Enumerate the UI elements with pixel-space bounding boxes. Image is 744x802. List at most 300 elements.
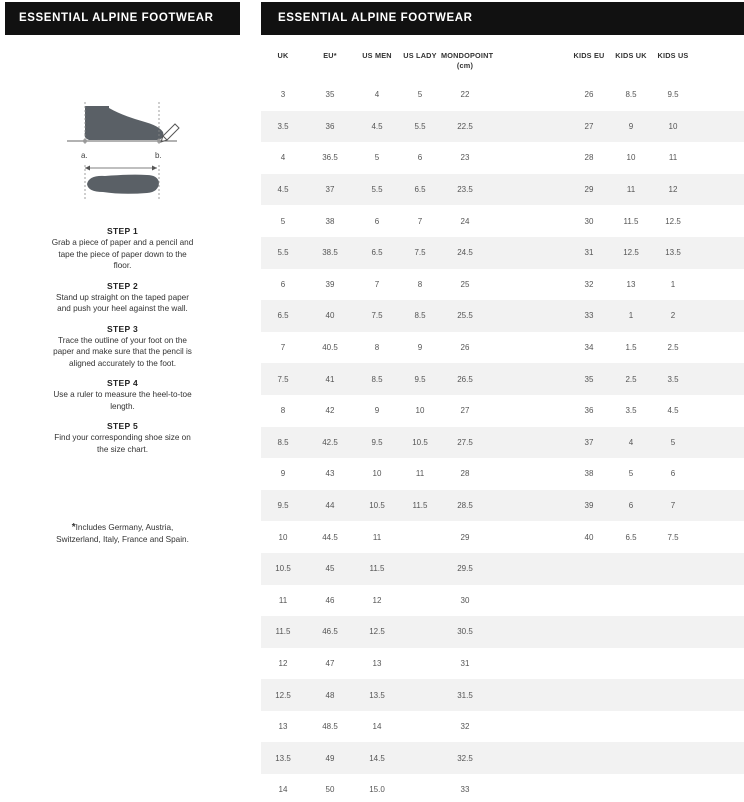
table-cell-spacer xyxy=(693,521,744,553)
table-cell xyxy=(609,616,653,648)
table-cell: 12 xyxy=(278,658,288,668)
table-cell: 36 xyxy=(305,111,355,143)
table-cell: 13 xyxy=(278,722,288,732)
table-cell: 26 xyxy=(460,343,470,353)
table-cell: 4.5 xyxy=(667,406,679,416)
table-row xyxy=(261,774,744,802)
column-header xyxy=(653,35,693,79)
step-title: STEP 3 xyxy=(107,323,138,334)
table-cell: 22 xyxy=(460,90,470,100)
table-cell: 9.5 xyxy=(399,363,441,395)
table-cell xyxy=(569,648,609,680)
table-row xyxy=(261,458,744,490)
table-cell: 23 xyxy=(460,153,470,163)
step-4 xyxy=(5,378,240,412)
table-cell: 33 xyxy=(460,785,470,795)
table-cell: 7 xyxy=(653,490,693,522)
table-cell: 6 xyxy=(670,469,676,479)
table-cell xyxy=(609,553,653,585)
table-cell: 7 xyxy=(374,279,380,289)
table-cell: 8 xyxy=(280,406,286,416)
table-cell xyxy=(399,742,441,774)
table-cell xyxy=(609,742,653,774)
table-cell: 37 xyxy=(305,174,355,206)
step-3 xyxy=(5,324,240,370)
table-row xyxy=(261,648,744,680)
table-cell: 6 xyxy=(417,153,423,163)
table-cell: 35 xyxy=(569,363,609,395)
table-cell-spacer xyxy=(693,742,744,774)
table-cell xyxy=(399,585,441,617)
step-text: Grab a piece of paper and a pencil and tape the piece of paper down to the floor. xyxy=(51,238,194,270)
table-cell xyxy=(489,174,569,206)
step-title: STEP 4 xyxy=(107,378,138,388)
table-cell: 38.5 xyxy=(305,237,355,269)
table-cell: 10 xyxy=(278,532,288,542)
table-cell: 38 xyxy=(584,469,594,479)
table-cell xyxy=(489,458,569,490)
table-cell: 6.5 xyxy=(399,174,441,206)
top-foot-icon xyxy=(85,165,159,200)
table-cell: 40 xyxy=(584,532,594,542)
table-cell: 7.5 xyxy=(355,300,399,332)
table-cell: 12.5 xyxy=(609,237,653,269)
column-header-label: US MEN xyxy=(362,51,392,60)
table-cell-spacer xyxy=(693,363,744,395)
table-cell: 48 xyxy=(305,679,355,711)
table-cell: 7.5 xyxy=(667,532,679,542)
table-cell: 14 xyxy=(278,785,288,795)
table-cell: 27.5 xyxy=(441,427,489,459)
table-cell xyxy=(489,79,569,111)
table-cell: 8 xyxy=(374,343,380,353)
table-row xyxy=(261,142,744,174)
table-cell: 6 xyxy=(609,490,653,522)
table-cell: 44 xyxy=(305,490,355,522)
table-cell: 30 xyxy=(460,595,470,605)
column-header xyxy=(489,35,569,79)
table-cell: 8.5 xyxy=(625,90,637,100)
table-cell xyxy=(569,711,609,743)
table-cell: 5 xyxy=(653,427,693,459)
table-cell-spacer xyxy=(693,269,744,301)
table-cell: 24 xyxy=(460,216,470,226)
table-cell: 14.5 xyxy=(355,742,399,774)
table-cell: 14 xyxy=(372,722,382,732)
step-1 xyxy=(5,226,240,272)
table-cell xyxy=(653,711,693,743)
foot-diagram-svg xyxy=(5,62,240,212)
table-cell xyxy=(399,648,441,680)
table-cell-spacer xyxy=(693,490,744,522)
table-cell: 32.5 xyxy=(441,742,489,774)
table-row xyxy=(261,616,744,648)
table-cell: 31 xyxy=(569,237,609,269)
table-cell: 3.5 xyxy=(625,406,637,416)
table-cell xyxy=(489,742,569,774)
column-header-label: MONDOPOINT xyxy=(441,51,494,60)
table-cell xyxy=(489,142,569,174)
right-title: ESSENTIAL ALPINE FOOTWEAR xyxy=(261,2,744,35)
step-text: Find your corresponding shoe size on the size chart. xyxy=(54,433,191,454)
table-cell: 36.5 xyxy=(322,153,338,163)
table-cell xyxy=(609,679,653,711)
table-cell: 8.5 xyxy=(399,300,441,332)
table-cell xyxy=(569,742,609,774)
table-cell: 5 xyxy=(628,469,634,479)
table-cell: 7.5 xyxy=(399,237,441,269)
table-cell: 4.5 xyxy=(261,174,305,206)
table-row xyxy=(261,111,744,143)
table-cell: 42.5 xyxy=(305,427,355,459)
step-title: STEP 5 xyxy=(107,421,138,431)
column-header xyxy=(305,35,355,79)
table-cell: 6 xyxy=(374,216,380,226)
table-cell xyxy=(489,774,569,802)
table-row xyxy=(261,553,744,585)
table-cell: 10 xyxy=(415,406,425,416)
table-cell: 41 xyxy=(305,363,355,395)
column-header xyxy=(355,35,399,79)
table-cell xyxy=(399,679,441,711)
table-cell: 24.5 xyxy=(441,237,489,269)
table-cell: 10.5 xyxy=(261,553,305,585)
table-cell: 13.5 xyxy=(653,237,693,269)
table-cell: 1.5 xyxy=(625,343,637,353)
table-cell: 27 xyxy=(569,111,609,143)
table-cell xyxy=(489,679,569,711)
table-cell: 39 xyxy=(325,279,335,289)
table-cell: 12.5 xyxy=(261,679,305,711)
table-cell-spacer xyxy=(693,427,744,459)
table-cell xyxy=(489,616,569,648)
table-cell xyxy=(569,679,609,711)
table-cell: 30.5 xyxy=(441,616,489,648)
table-cell: 6.5 xyxy=(625,532,637,542)
table-cell: 1 xyxy=(609,300,653,332)
table-cell: 11.5 xyxy=(355,553,399,585)
table-cell: 6 xyxy=(280,279,286,289)
table-row xyxy=(261,679,744,711)
step-text: Stand up straight on the taped paper and push your heel against the wall. xyxy=(56,292,189,313)
table-row xyxy=(261,269,744,301)
table-cell: 26.5 xyxy=(441,363,489,395)
table-cell xyxy=(489,395,569,427)
table-cell: 13 xyxy=(626,279,636,289)
table-cell: 29.5 xyxy=(441,553,489,585)
table-row xyxy=(261,742,744,774)
column-header-label: KIDS EU xyxy=(573,51,605,60)
table-cell-spacer xyxy=(693,679,744,711)
table-cell: 45 xyxy=(305,553,355,585)
table-cell: 11 xyxy=(415,469,425,479)
table-cell: 27 xyxy=(460,406,470,416)
table-cell: 1 xyxy=(670,279,676,289)
foot-measurement-illustration xyxy=(5,62,240,212)
table-cell-spacer xyxy=(693,553,744,585)
footnote-mark: * xyxy=(71,522,76,533)
table-cell xyxy=(653,585,693,617)
table-cell: 29 xyxy=(460,532,470,542)
table-cell: 4 xyxy=(280,153,286,163)
table-cell: 7 xyxy=(417,216,423,226)
table-cell: 4 xyxy=(609,427,653,459)
table-cell: 8.5 xyxy=(355,363,399,395)
column-header xyxy=(569,35,609,79)
table-cell-spacer xyxy=(693,300,744,332)
table-cell xyxy=(399,616,441,648)
left-title: ESSENTIAL ALPINE FOOTWEAR xyxy=(5,2,240,35)
table-cell xyxy=(399,553,441,585)
table-cell: 40 xyxy=(305,300,355,332)
table-cell-spacer xyxy=(693,111,744,143)
table-cell: 25.5 xyxy=(441,300,489,332)
table-cell: 26 xyxy=(584,90,594,100)
table-cell: 38 xyxy=(325,216,335,226)
table-cell: 29 xyxy=(569,174,609,206)
table-row xyxy=(261,490,744,522)
table-cell: 10 xyxy=(372,469,382,479)
table-cell: 11 xyxy=(278,595,288,605)
table-cell-spacer xyxy=(693,205,744,237)
table-cell: 10.5 xyxy=(399,427,441,459)
table-cell xyxy=(489,427,569,459)
table-cell: 11 xyxy=(372,532,382,542)
table-cell xyxy=(653,679,693,711)
table-cell: 35 xyxy=(325,90,335,100)
table-cell xyxy=(489,648,569,680)
header-row xyxy=(261,35,744,79)
table-cell xyxy=(489,269,569,301)
table-cell: 12.5 xyxy=(665,216,681,226)
column-header-label: UK xyxy=(277,51,289,60)
table-cell: 13.5 xyxy=(261,742,305,774)
table-cell: 28 xyxy=(584,153,594,163)
column-header-label: KIDS US xyxy=(657,51,689,60)
table-cell: 8.5 xyxy=(261,427,305,459)
table-cell: 3.5 xyxy=(261,111,305,143)
table-cell: 8 xyxy=(417,279,423,289)
table-cell: 6.5 xyxy=(355,237,399,269)
table-cell: 2.5 xyxy=(667,343,679,353)
step-5 xyxy=(5,421,240,455)
table-cell: 9 xyxy=(374,406,380,416)
table-cell: 9.5 xyxy=(667,90,679,100)
table-row xyxy=(261,395,744,427)
table-cell: 12.5 xyxy=(355,616,399,648)
table-cell xyxy=(653,742,693,774)
step-title: STEP 1 xyxy=(107,226,138,236)
table-cell: 9 xyxy=(417,343,423,353)
table-cell xyxy=(489,111,569,143)
table-cell xyxy=(653,616,693,648)
table-cell: 2 xyxy=(653,300,693,332)
table-cell: 7.5 xyxy=(261,363,305,395)
table-cell: 43 xyxy=(325,469,335,479)
table-cell xyxy=(609,648,653,680)
table-cell: 31.5 xyxy=(441,679,489,711)
column-header xyxy=(261,35,305,79)
table-cell: 15.0 xyxy=(369,785,385,795)
table-cell: 28.5 xyxy=(441,490,489,522)
step-title: STEP 2 xyxy=(107,280,138,291)
table-cell: 5.5 xyxy=(399,111,441,143)
footnote-text: Includes Germany, Austria, Switzerland, Italy, France and Spain. xyxy=(56,523,189,544)
table-cell xyxy=(489,237,569,269)
table-cell: 5.5 xyxy=(355,174,399,206)
table-cell: 13.5 xyxy=(355,679,399,711)
table-cell: 31 xyxy=(460,658,470,668)
label-a: a. xyxy=(81,151,88,160)
table-cell-spacer xyxy=(693,174,744,206)
table-cell: 39 xyxy=(569,490,609,522)
table-row xyxy=(261,332,744,364)
table-cell xyxy=(399,711,441,743)
table-cell-spacer xyxy=(693,585,744,617)
table-cell xyxy=(653,553,693,585)
table-cell: 3 xyxy=(280,90,286,100)
table-cell xyxy=(489,490,569,522)
table-cell-spacer xyxy=(693,774,744,802)
table-cell: 25 xyxy=(460,279,470,289)
table-cell-spacer xyxy=(693,395,744,427)
table-cell: 32 xyxy=(460,722,470,732)
table-cell: 5 xyxy=(280,216,286,226)
pencil-icon xyxy=(161,124,179,142)
size-chart-table xyxy=(261,35,744,802)
table-cell: 6.5 xyxy=(261,300,305,332)
table-cell: 34 xyxy=(584,343,594,353)
table-cell: 44.5 xyxy=(322,532,338,542)
table-cell: 22.5 xyxy=(441,111,489,143)
step-text: Trace the outline of your foot on the paper and make sure that the pencil is aligned accurately to the foot. xyxy=(53,335,192,368)
table-cell: 9.5 xyxy=(355,427,399,459)
instructions-panel xyxy=(5,2,240,802)
table-cell: 11 xyxy=(609,174,653,206)
table-cell: 4.5 xyxy=(355,111,399,143)
table-row xyxy=(261,427,744,459)
column-header xyxy=(441,35,494,79)
column-header xyxy=(399,35,441,79)
table-cell: 49 xyxy=(305,742,355,774)
table-cell xyxy=(399,774,441,802)
table-row xyxy=(261,237,744,269)
table-cell xyxy=(569,585,609,617)
table-cell: 11.5 xyxy=(261,616,305,648)
table-cell xyxy=(653,648,693,680)
table-cell: 12 xyxy=(653,174,693,206)
table-row xyxy=(261,521,744,553)
table-cell: 48.5 xyxy=(322,722,338,732)
size-chart-panel xyxy=(261,2,744,802)
table-cell xyxy=(489,553,569,585)
table-cell xyxy=(489,363,569,395)
footnote xyxy=(5,522,240,546)
table-cell: 2.5 xyxy=(609,363,653,395)
column-header-label: US LADY xyxy=(403,51,437,60)
table-cell: 32 xyxy=(584,279,594,289)
table-cell xyxy=(489,585,569,617)
mondopoint-unit: (cm) xyxy=(456,61,474,70)
table-cell xyxy=(399,521,441,553)
table-cell: 40.5 xyxy=(322,343,338,353)
table-row xyxy=(261,300,744,332)
table-cell-spacer xyxy=(693,711,744,743)
step-list xyxy=(5,226,240,464)
column-header xyxy=(609,35,653,79)
table-cell xyxy=(489,300,569,332)
column-header-label: EU* xyxy=(323,51,337,60)
table-cell: 9 xyxy=(280,469,286,479)
table-cell: 28 xyxy=(460,469,470,479)
table-cell: 47 xyxy=(325,658,335,668)
table-body xyxy=(261,79,744,802)
table-cell: 10 xyxy=(653,111,693,143)
table-cell xyxy=(569,553,609,585)
table-cell xyxy=(489,711,569,743)
table-cell-spacer xyxy=(693,616,744,648)
table-cell: 30 xyxy=(584,216,594,226)
table-cell: 5 xyxy=(417,90,423,100)
table-row xyxy=(261,205,744,237)
table-cell-spacer xyxy=(693,79,744,111)
table-cell: 33 xyxy=(569,300,609,332)
table-row xyxy=(261,79,744,111)
table-cell: 10 xyxy=(626,153,636,163)
table-row xyxy=(261,174,744,206)
table-cell xyxy=(609,774,653,802)
table-cell: 5.5 xyxy=(261,237,305,269)
table-cell: 42 xyxy=(325,406,335,416)
column-spacer xyxy=(693,35,744,79)
table-cell: 50 xyxy=(325,785,335,795)
step-text: Use a ruler to measure the heel-to-toe length. xyxy=(53,390,192,411)
table-cell: 11.5 xyxy=(623,216,639,226)
table-cell-spacer xyxy=(693,237,744,269)
table-cell: 36 xyxy=(584,406,594,416)
table-cell xyxy=(609,585,653,617)
table-cell: 4 xyxy=(374,90,380,100)
table-cell xyxy=(653,774,693,802)
table-cell-spacer xyxy=(693,332,744,364)
table-cell: 9 xyxy=(609,111,653,143)
table-cell: 13 xyxy=(372,658,382,668)
table-row xyxy=(261,585,744,617)
table-cell: 9.5 xyxy=(261,490,305,522)
table-cell: 23.5 xyxy=(441,174,489,206)
table-cell xyxy=(489,521,569,553)
table-cell: 5 xyxy=(374,153,380,163)
table-cell-spacer xyxy=(693,648,744,680)
table-cell xyxy=(489,205,569,237)
table-cell-spacer xyxy=(693,142,744,174)
table-cell: 11 xyxy=(668,153,678,163)
label-b: b. xyxy=(155,151,162,160)
table-cell: 3.5 xyxy=(653,363,693,395)
table-cell: 7 xyxy=(280,343,286,353)
table-cell: 11.5 xyxy=(399,490,441,522)
table-row xyxy=(261,363,744,395)
table-cell xyxy=(569,616,609,648)
table-cell xyxy=(569,774,609,802)
table-cell xyxy=(489,332,569,364)
table-cell: 46.5 xyxy=(305,616,355,648)
table-cell-spacer xyxy=(693,458,744,490)
table-cell: 46 xyxy=(325,595,335,605)
column-header-label: KIDS UK xyxy=(615,51,647,60)
table-cell: 37 xyxy=(569,427,609,459)
table-cell xyxy=(609,711,653,743)
